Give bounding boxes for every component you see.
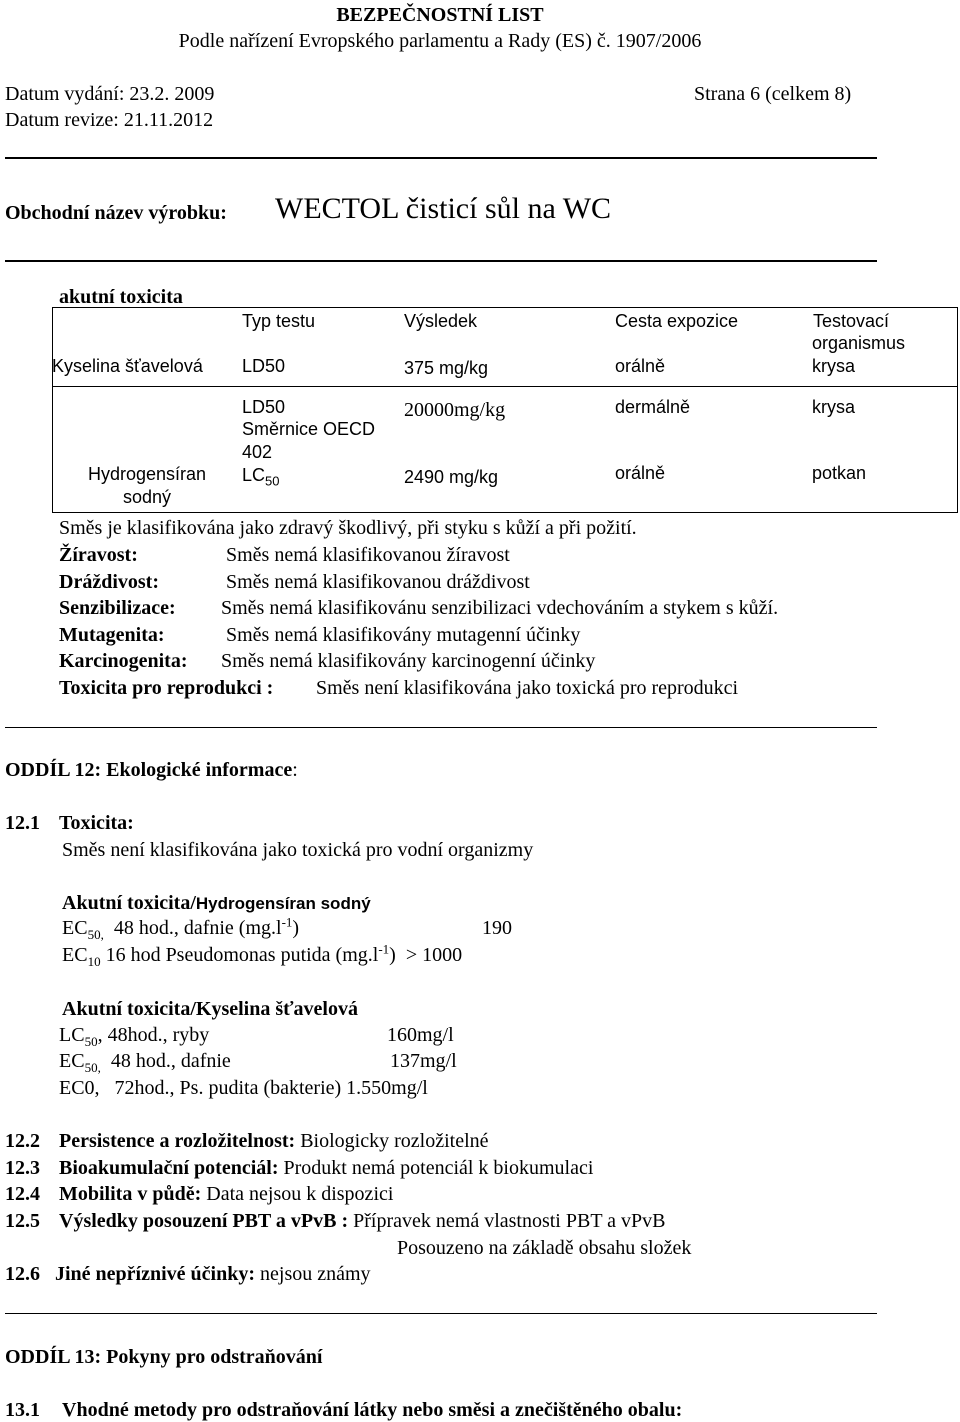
trade-name-label: Obchodní název výrobku: (5, 202, 227, 224)
s12-4-number: 12.4 (5, 1183, 40, 1205)
b2-row1: $LC_{50}$, 48hod., ryby (59, 1024, 210, 1049)
prop-value-reproductive: Směs není klasifikována jako toxická pro reprodukci (316, 677, 739, 699)
b1-row2: $EC_{10}$ 16 hod Pseudomonas putida $(mg.l^{-1}) > 1000$ (62, 941, 463, 969)
b2-row2-value: 137mg/l (390, 1050, 457, 1072)
s12-6-line: Jiné nepříznivé účinky: nejsou známy (55, 1263, 371, 1285)
header-divider (5, 157, 877, 159)
classification-text: Směs je klasifikována jako zdravý škodlivý, při styku s kůží a při požití. (59, 517, 637, 539)
s12-5-line: Výsledky posouzení PBT a vPvB : Přípravek nemá vlastnosti PBT a vPvB (59, 1210, 666, 1232)
s12-5-number: 12.5 (5, 1210, 40, 1232)
col-header-test-type: Typ testu (242, 311, 316, 331)
sodium-r1-test-b: Směrnice OECD (242, 419, 376, 439)
b2-row2: $EC_{50,}$ 48 hod., dafnie (59, 1050, 231, 1075)
b2-row3: EC0, 72hod., Ps. pudita (bakterie) 1.550mg/l (59, 1077, 428, 1099)
col-header-route: Cesta expozice (615, 311, 739, 331)
substance-sodium-2: sodný (122, 487, 172, 507)
sodium-r1-test-a: LD50 (242, 397, 286, 417)
prop-label-mutagenicity: Mutagenita: (59, 624, 165, 646)
document-title: BEZPEČNOSTNÍ LIST (336, 4, 544, 26)
sodium-r1-test-c: 402 (242, 442, 273, 462)
prop-value-irritation: Směs nemá klasifikovanou dráždivost (226, 571, 530, 593)
s13-1-number: 13.1 (5, 1399, 40, 1421)
s12-3-number: 12.3 (5, 1157, 40, 1179)
s12-6-number: 12.6 (5, 1263, 40, 1285)
trade-name-divider (5, 260, 877, 262)
prop-label-corrosivity: Žíravost: (59, 544, 138, 566)
oxalic-route: orálně (615, 356, 666, 376)
s12-3-line: Bioakumulační potenciál: Produkt nemá potenciál k biokumulaci (59, 1157, 594, 1179)
prop-label-sensitisation: Senzibilizace: (59, 597, 176, 619)
sodium-r2-route: orálně (615, 463, 666, 483)
s12-1-label: Toxicita: (59, 812, 134, 834)
block2-title: Akutní toxicita/Kyselina šťavelová (62, 998, 358, 1020)
oxalic-test: LD50 (242, 356, 286, 376)
section13-heading: ODDÍL 13: Pokyny pro odstraňování (5, 1346, 323, 1368)
sodium-r2-result: 2490 mg/kg (404, 467, 499, 487)
s12-5-line2: Posouzeno na základě obsahu složek (397, 1237, 692, 1259)
col-header-result: Výsledek (404, 311, 478, 331)
oxalic-organism: krysa (812, 356, 856, 376)
table-bottom-border (52, 512, 958, 513)
table-top-border (52, 307, 958, 308)
section-divider-13 (5, 1313, 877, 1314)
trade-name: WECTOL čisticí sůl na WC (275, 192, 612, 225)
section-divider-12 (5, 727, 877, 728)
sodium-r2-organism: potkan (812, 463, 867, 483)
table-middle-border (52, 386, 958, 387)
b2-row1-value: 160mg/l (387, 1024, 454, 1046)
acute-toxicity-title: akutní toxicita (59, 286, 183, 308)
sodium-r1-result: 20000mg/kg (404, 399, 506, 421)
oxalic-result: 375 mg/kg (404, 358, 489, 378)
s12-4-line: Mobilita v půdě: Data nejsou k dispozici (59, 1183, 394, 1205)
prop-value-corrosivity: Směs nemá klasifikovanou žíravost (226, 544, 510, 566)
block1-title: Akutní toxicita/Hydrogensíran sodný (62, 892, 371, 914)
s13-1-label: Vhodné metody pro odstraňování látky nebo směsi a znečištěného obalu: (62, 1399, 683, 1421)
regulation-subtitle: Podle nařízení Evropského parlamentu a Rady (ES) č. 1907/2006 (178, 30, 702, 52)
s12-2-line: Persistence a rozložitelnost: Biologicky rozložitelné (59, 1130, 489, 1152)
prop-label-irritation: Dráždivost: (59, 571, 159, 593)
prop-label-reproductive: Toxicita pro reprodukci : (59, 677, 274, 699)
b1-row1-value: 190 (482, 917, 512, 939)
substance-oxalic-acid: Kyselina šťavelová (52, 356, 203, 376)
revision-date: Datum revize: 21.11.2012 (5, 109, 214, 131)
b1-row1: $EC_{50,}$ 48 hod., dafnie $(mg.l^{-1})$ (62, 914, 300, 942)
sodium-r1-organism: krysa (812, 397, 856, 417)
prop-value-carcinogenicity: Směs nemá klasifikovány karcinogenní účinky (221, 650, 596, 672)
prop-label-carcinogenicity: Karcinogenita: (59, 650, 188, 672)
sodium-r2-test: $LC_{50}$ (242, 465, 280, 489)
section12-heading: ODDÍL 12: Ekologické informace: (5, 759, 298, 781)
col-header-organism-2: organismus (812, 333, 906, 353)
prop-value-sensitisation: Směs nemá klasifikovánu senzibilizaci vdechováním a stykem s kůží. (221, 597, 779, 619)
prop-value-mutagenicity: Směs nemá klasifikovány mutagenní účinky (226, 624, 581, 646)
s12-2-number: 12.2 (5, 1130, 40, 1152)
substance-sodium-1: Hydrogensíran (87, 464, 207, 484)
col-header-organism-1: Testovací (813, 311, 890, 331)
page-number: Strana 6 (celkem 8) (694, 83, 852, 105)
issue-date: Datum vydání: 23.2. 2009 (5, 83, 215, 105)
s12-1-text: Směs není klasifikována jako toxická pro vodní organizmy (62, 839, 534, 861)
sodium-r1-route: dermálně (615, 397, 691, 417)
s12-1-number: 12.1 (5, 812, 40, 834)
table-right-border (957, 307, 958, 512)
